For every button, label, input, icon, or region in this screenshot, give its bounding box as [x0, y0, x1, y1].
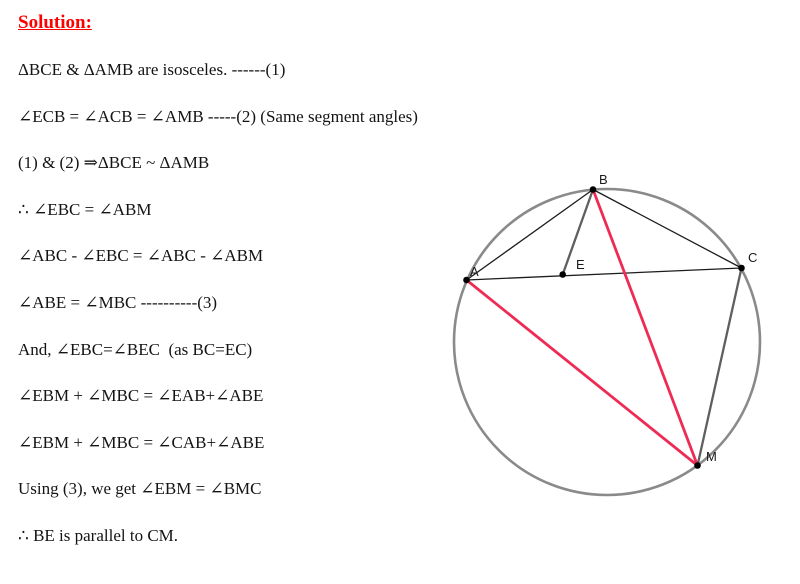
solution-line-11: ∴ BE is parallel to CM.: [18, 526, 179, 545]
segment-ab: [467, 190, 594, 281]
solution-line-7: And, ∠EBC=∠BEC (as BC=EC): [18, 340, 253, 359]
point-b: [590, 186, 597, 193]
segment-cm: [698, 268, 742, 466]
point-c: [738, 265, 745, 272]
solution-line-9: ∠EBM + ∠MBC = ∠CAB+∠ABE: [18, 433, 265, 452]
geometry-diagram-svg: [420, 150, 790, 520]
solution-line-2: ∠ECB = ∠ACB = ∠AMB -----(2) (Same segment angles): [18, 107, 418, 126]
point-e: [559, 271, 566, 278]
page-title: Solution:: [18, 12, 92, 33]
geometry-diagram: [420, 150, 790, 520]
label-b: B: [599, 172, 608, 187]
solution-line-5: ∠ABC - ∠EBC = ∠ABC - ∠ABM: [18, 246, 264, 265]
label-c: C: [748, 250, 758, 265]
label-a: A: [470, 264, 479, 279]
solution-line-4: ∴ ∠EBC = ∠ABM: [18, 200, 152, 219]
segment-ac-through-e: [467, 268, 742, 280]
solution-line-10: Using (3), we get ∠EBM = ∠BMC: [18, 479, 262, 498]
point-a: [463, 277, 470, 284]
label-m: M: [706, 449, 717, 464]
label-e: E: [576, 257, 585, 272]
solution-line-8: ∠EBM + ∠MBC = ∠EAB+∠ABE: [18, 386, 264, 405]
point-m: [694, 462, 701, 469]
solution-line-1: ΔBCE & ΔAMB are isosceles. ------(1): [18, 60, 286, 79]
solution-line-3: (1) & (2) ⇒ΔBCE ~ ΔAMB: [18, 153, 210, 172]
solution-line-6: ∠ABE = ∠MBC ----------(3): [18, 293, 218, 312]
